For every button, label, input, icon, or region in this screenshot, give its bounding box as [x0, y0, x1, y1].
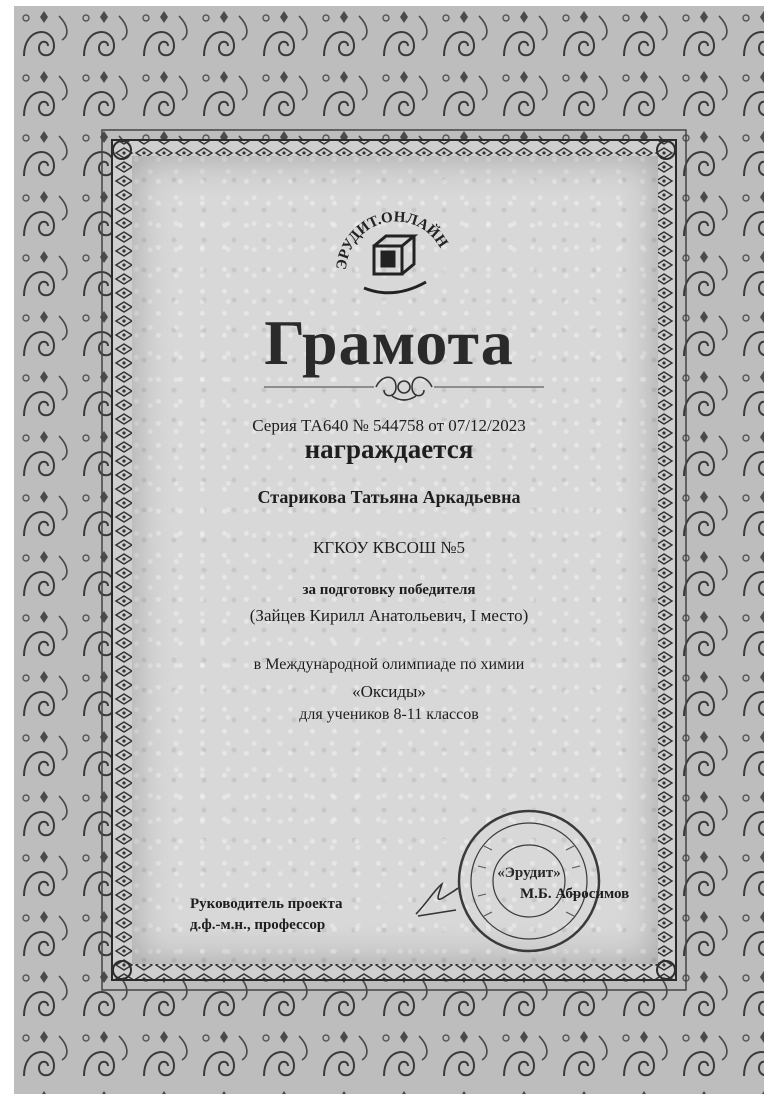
certificate-page	[14, 6, 764, 1094]
award-reason: за подготовку победителя	[302, 582, 476, 598]
svg-text:«Эрудит»: «Эрудит»	[497, 865, 561, 881]
awarded-heading: награждается	[304, 434, 474, 464]
school-name: КГКОУ КВСОШ №5	[312, 538, 466, 557]
official-stamp	[454, 806, 604, 956]
recipient-name: Старикова Татьяна Аркадьевна	[257, 487, 521, 507]
handwritten-signature	[412, 874, 462, 924]
signatory-role-line-2: д.ф.-м.н., профессор	[190, 917, 326, 933]
series-number: Серия ТА640 № 544758 от 07/12/2023	[252, 416, 526, 435]
certificate-title: Грамота	[264, 307, 514, 378]
erudit-online-logo	[334, 192, 454, 302]
signer-name: М.Б. Абросимов	[520, 886, 630, 902]
winner-details: (Зайцев Кирилл Анатольевич, I место)	[249, 606, 529, 625]
signatory-role-line-1: Руководитель проекта	[190, 896, 343, 912]
svg-text:ЭРУДИТ.ОНЛАЙН: ЭРУДИТ.ОНЛАЙН	[334, 209, 451, 271]
olympiad-audience: для учеников 8-11 классов	[299, 706, 479, 723]
signatory-role	[190, 894, 343, 936]
title-divider-ornament	[264, 370, 544, 404]
olympiad-description: в Международной олимпиаде по химии	[253, 656, 525, 673]
olympiad-name: «Оксиды»	[352, 682, 426, 701]
